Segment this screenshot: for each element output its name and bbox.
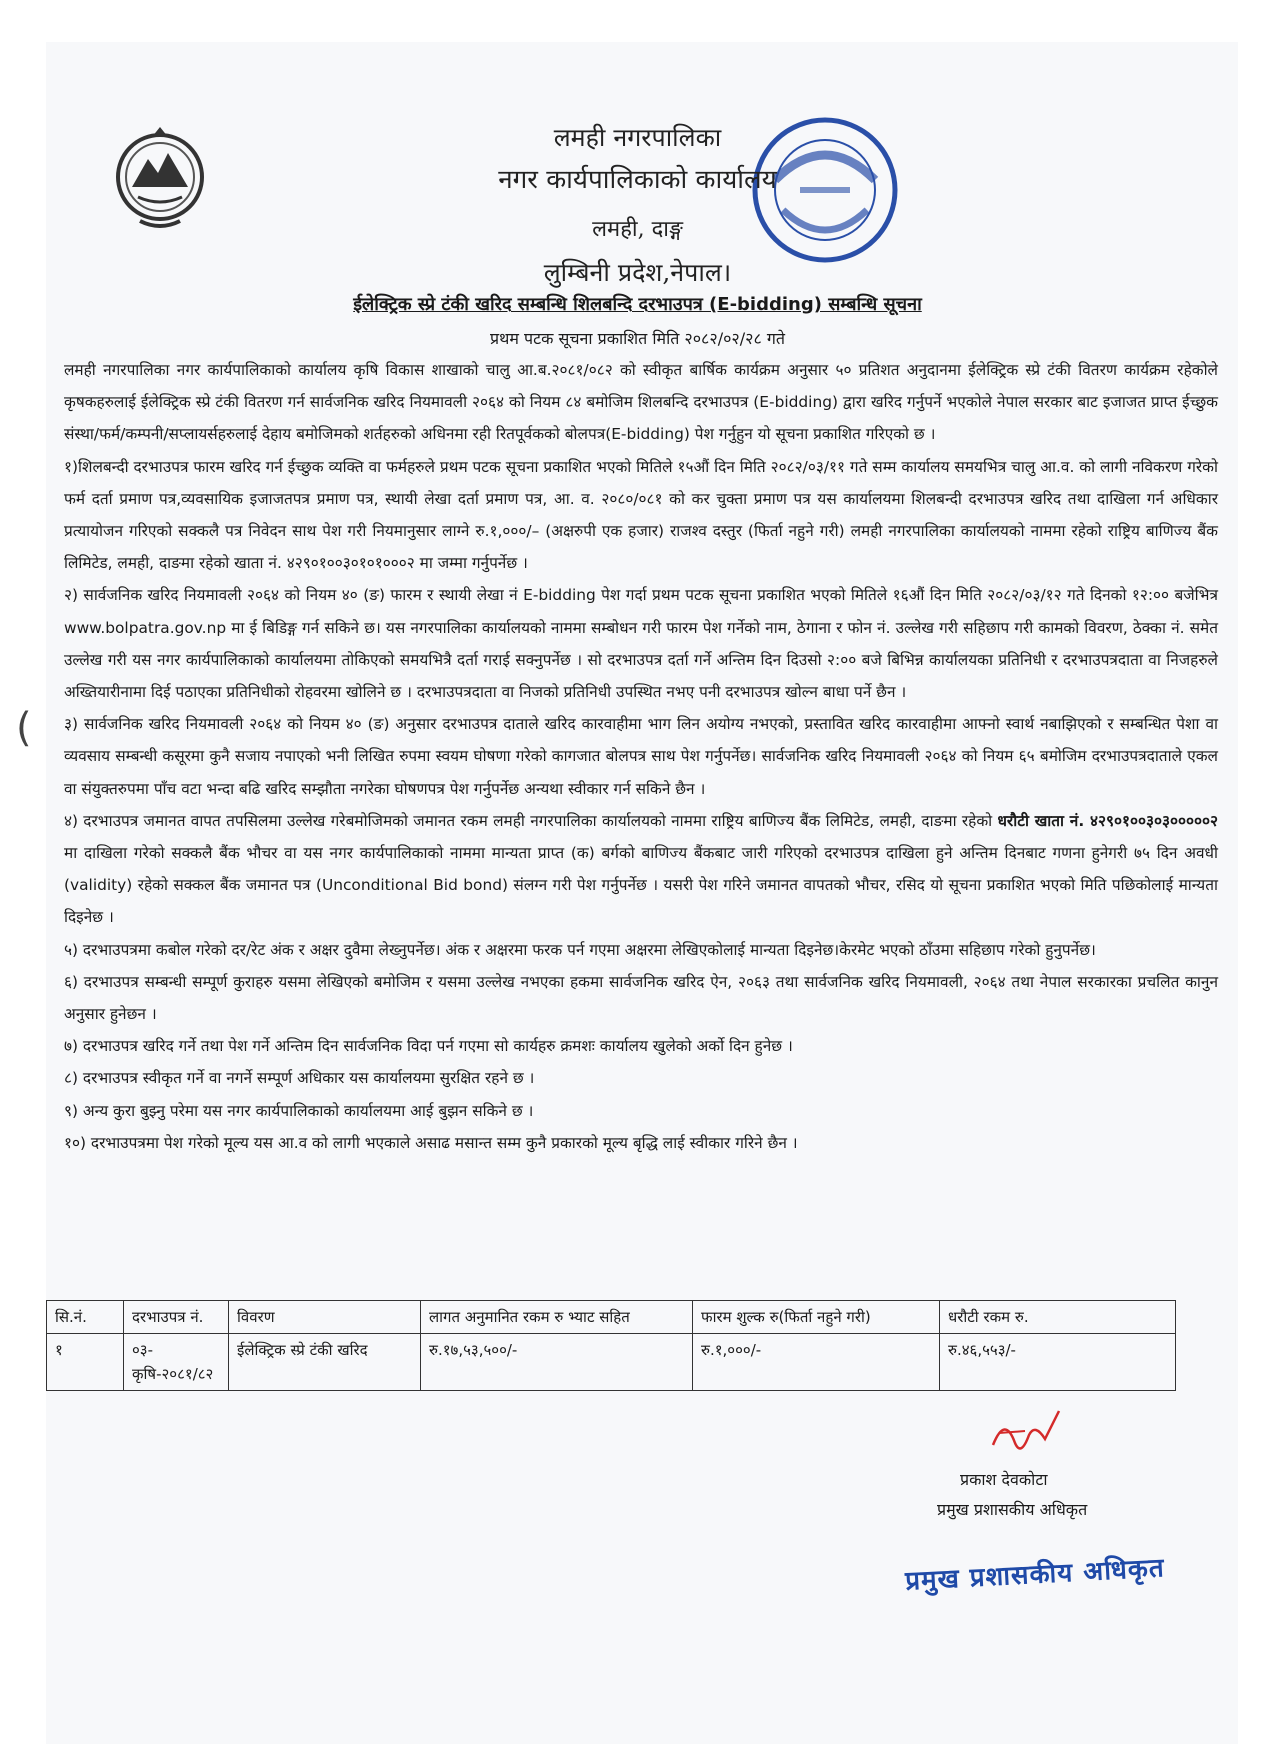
notice-body <box>64 354 1218 1159</box>
col-header-deposit: धरौटी रकम रु. <box>940 1301 1176 1334</box>
municipality-name: लमही नगरपालिका <box>553 123 722 152</box>
cell-form-fee: रु.१,०००/- <box>693 1334 940 1391</box>
cell-deposit: रु.४६,५५३/- <box>940 1334 1176 1391</box>
clause-4 <box>64 805 1218 934</box>
clause-7: ७) दरभाउपत्र खरिद गर्ने तथा पेश गर्ने अन्तिम दिन सार्वजनिक विदा पर्न गएमा सो कार्यहरु क्रमशः कार्यालय खुलेको अर्को दिन हुनेछ । <box>64 1037 793 1056</box>
cell-bid-no: ०३-कृषि-२०८१/८२ <box>124 1334 229 1391</box>
clause-4-text-a: ४) दरभाउपत्र जमानत वापत तपसिलमा उल्लेख गरेबमोजिमको जमानत रकम लमही नगरपालिका कार्यालयको नाममा राष्ट्रिय बाणिज्य बैंक लिमिटेड, लमही, दाङमा रहेको <box>64 811 998 830</box>
bid-details-table <box>46 1300 1176 1391</box>
table-header-row <box>47 1301 1176 1334</box>
clause-9: ९) अन्य कुरा बुझ्नु परेमा यस नगर कार्यपालिकाको कार्यालयमा आई बुझन सकिने छ । <box>64 1101 534 1120</box>
publish-date: प्रथम पटक सूचना प्रकाशित मिति २०८२/०२/२८ गते <box>490 329 785 348</box>
table-row <box>47 1334 1176 1391</box>
cell-estimated-cost: रु.१७,५३,५००/- <box>421 1334 693 1391</box>
province-name: लुम्बिनी प्रदेश,नेपाल। <box>543 258 732 287</box>
clause-5: ५) दरभाउपत्रमा कबोल गरेको दर/रेट अंक र अक्षर दुवैमा लेख्नुपर्नेछ। अंक र अक्षरमा फरक पर्न गएमा अक्षरमा लेखिएकोलाई मान्यता दिइनेछ।केरमेट भएको ठाँउमा सहिछाप गरेको हुनुपर्नेछ। <box>64 940 1096 959</box>
clause-4-text-b: मा दाखिला गरेको सक्कलै बैंक भौचर वा यस नगर कार्यपालिकाको नाममा मान्यता प्राप्त (क) बर्गको बाणिज्य बैंकबाट जारी गरिएको दरभाउपत्र दाखिला हुने अन्तिम दिनबाट गणना हुनेगरी ७५ दिन अवधी (validity) रहेको सक्कल बैंक जमानत पत्र (Unconditional Bid bond) संलग्न गरी पेश गर्नुपर्नेछ । यसरी पेश गरिने जमानत वापतको भौचर, रसिद यो सूचना प्रकाशित भएको मिति पछिकोलाई मान्यता दिइनेछ । <box>64 844 1218 927</box>
intro-paragraph: लमही नगरपालिका नगर कार्यपालिकाको कार्यालय कृषि विकास शाखाको चालु आ.ब.२०८१/०८२ को स्वीकृत बार्षिक कार्यक्रम अनुसार ५० प्रतिशत अनुदानमा ईलेक्ट्रिक स्प्रे टंकी वितरण कार्यक्रम रहेकोले कृषकहरुलाई ईलेक्ट्रिक स्प्रे टंकी वितरण गर्न सार्वजनिक खरिद नियमावली २०६४ को नियम ८४ बमोजिम शिलबन्दि दरभाउपत्र (E-bidding) द्वारा खरिद गर्नुपर्ने भएकोले नेपाल सरकार बाट इजाजत प्राप्त ईच्छुक संस्था/फर्म/कम्पनी/सप्लायर्सहरुलाई देहाय बमोजिमको शर्तहरुको अधिनमा रही रितपूर्वकको बोलपत्र(E-bidding) पेश गर्नुहुन यो सूचना प्रकाशित गरिएको छ । <box>64 361 1218 444</box>
handwritten-signature <box>985 1405 1065 1465</box>
clause-6: ६) दरभाउपत्र सम्बन्धी सम्पूर्ण कुराहरु यसमा लेखिएको बमोजिम र यसमा उल्लेख नभएका हकमा सार्वजनिक खरिद ऐन, २०६३ तथा सार्वजनिक खरिद नियमावली, २०६४ तथा नेपाल सरकारका प्रचलित कानुन अनुसार हुनेछन । <box>64 972 1218 1024</box>
clause-1: १)शिलबन्दी दरभाउपत्र फारम खरिद गर्न ईच्छुक व्यक्ति वा फर्महरुले प्रथम पटक सूचना प्रकाशित भएको मितिले १५औं दिन मिति २०८२/०३/११ गते सम्म कार्यालय समयभित्र चालु आ.व. को लागी नविकरण गरेको फर्म दर्ता प्रमाण पत्र,व्यवसायिक इजाजतपत्र प्रमाण पत्र, स्थायी लेखा दर्ता प्रमाण पत्र, आ. व. २०८०/०८१ को कर चुक्ता प्रमाण पत्र यस कार्यालयमा शिलबन्दी दरभाउपत्र खरिद तथा दाखिला गर्न अधिकार प्रत्यायोजन गरिएको सक्कलै पत्र निवेदन साथ पेश गरी नियमानुसार लाग्ने रु.१,०००/– (अक्षरुपी एक हजार) राजश्व दस्तुर (फिर्ता नहुने गरी) लमही नगरपालिका कार्यालयको नाममा रहेको राष्ट्रिय बाणिज्य बैंक लिमिटेड, लमही, दाङमा रहेको खाता नं. ४२९०१००३०१०१०००२ मा जम्मा गर्नुपर्नेछ । <box>64 457 1218 573</box>
clause-2: २) सार्वजनिक खरिद नियमावली २०६४ को नियम ४० (ङ) फारम र स्थायी लेखा नं E-bidding पेश गर्दा प्रथम पटक सूचना प्रकाशित भएको मितिले १६औं दिन मिति २०८२/०३/१२ गते दिनको १२:०० बजेभित्र www.bolpatra.gov.np मा ई बिडिङ्ग गर्न सकिने छ। यस नगरपालिका कार्यालयको नाममा सम्बोधन गरी फारम पेश गर्नेको नाम, ठेगाना र फोन नं. उल्लेख गरी सहिछाप गरी कामको विवरण, ठेक्का नं. समेत उल्लेख गरी यस नगर कार्यपालिकाको कार्यालयमा तोकिएको समयभित्रै दर्ता गराई सक्नुपर्नेछ । सो दरभाउपत्र दर्ता गर्ने अन्तिम दिन दिउसो २:०० बजे बिभिन्न कार्यालयका प्रतिनिधी र दरभाउपत्रदाता वा निजहरुले अख्तियारीनामा दिई पठाएका प्रतिनिधीको रोहवरमा खोलिने छ । दरभाउपत्रदाता वा निजको प्रतिनिधी उपस्थित नभए पनी दरभाउपत्र खोल्न बाधा पर्ने छैन । <box>64 586 1218 702</box>
clause-8: ८) दरभाउपत्र स्वीकृत गर्ने वा नगर्ने सम्पूर्ण अधिकार यस कार्यालयमा सुरक्षित रहने छ । <box>64 1069 535 1088</box>
office-location: लमही, दाङ्ग <box>592 217 683 242</box>
deposit-account-number: धरौटी खाता नं. ४२९०१००३०३०००००२ <box>997 811 1218 830</box>
notice-title: ईलेक्ट्रिक स्प्रे टंकी खरिद सम्बन्धि शिलबन्दि दरभाउपत्र (E-bidding) सम्बन्धि सूचना <box>353 294 922 315</box>
col-header-description: विवरण <box>229 1301 421 1334</box>
signatory-name: प्रकाश देवकोटा <box>960 1470 1048 1489</box>
cell-description: ईलेक्ट्रिक स्प्रे टंकी खरिद <box>229 1334 421 1391</box>
col-header-estimated-cost: लागत अनुमानित रकम रु भ्याट सहित <box>421 1301 693 1334</box>
clause-10: १०) दरभाउपत्रमा पेश गरेको मूल्य यस आ.व को लागी भएकाले असाढ मसान्त सम्म कुनै प्रकारको मूल्य बृद्धि लाई स्वीकार गरिने छैन । <box>64 1133 798 1152</box>
col-header-bid-no: दरभाउपत्र नं. <box>124 1301 229 1334</box>
designation-stamp: प्रमुख प्रशासकीय अधिकृत <box>904 1553 1166 1597</box>
signatory-title: प्रमुख प्रशासकीय अधिकृत <box>937 1500 1088 1519</box>
clause-3: ३) सार्वजनिक खरिद नियमावली २०६४ को नियम ४० (ङ) अनुसार दरभाउपत्र दाताले खरिद कारवाहीमा भाग लिन अयोग्य नभएको, प्रस्तावित खरिद कारवाहीमा आफ्नो स्वार्थ नबाझिएको र सम्बन्धित पेशा वा व्यवसाय सम्बन्धी कसूरमा कुनै सजाय नपाएको भनी लिखित रुपमा स्वयम घोषणा गरेको कागजात बोलपत्र साथ पेश गर्नुपर्नेछ। सार्वजनिक खरिद नियमावली २०६४ को नियम ६५ बमोजिम दरभाउपत्रदाताले एकल वा संयुक्तरुपमा पाँच वटा भन्दा बढि खरिद सम्झौता नगरेका घोषणपत्र पेश गर्नुपर्नेछ अन्यथा स्वीकार गर्न सकिने छैन । <box>64 715 1218 798</box>
col-header-form-fee: फारम शुल्क रु(फिर्ता नहुने गरी) <box>693 1301 940 1334</box>
office-name: नगर कार्यपालिकाको कार्यालय <box>498 165 777 195</box>
cell-serial: १ <box>47 1334 124 1391</box>
col-header-serial: सि.नं. <box>47 1301 124 1334</box>
margin-mark: ( <box>16 705 32 751</box>
